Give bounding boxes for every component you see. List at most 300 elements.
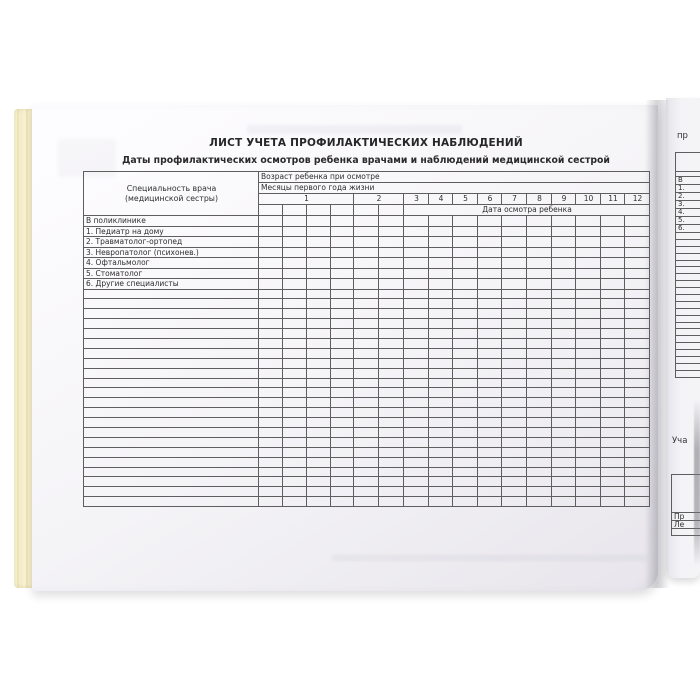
date-entry-cell: [552, 319, 576, 329]
date-entry-cell: [354, 487, 379, 497]
date-entry-cell: [379, 226, 404, 237]
date-entry-cell: [601, 226, 625, 237]
date-entry-cell: [354, 348, 379, 358]
date-entry-cell: [331, 497, 354, 507]
date-entry-cell: [404, 497, 429, 507]
date-entry-cell: [453, 437, 478, 447]
date-entry-cell: [478, 437, 502, 447]
main-form-page: [32, 105, 658, 591]
date-entry-cell: [259, 289, 283, 299]
date-entry-cell: [354, 388, 379, 398]
specialty-cell: 1. Педиатр на дому: [84, 226, 259, 237]
date-entry-cell: [576, 497, 601, 507]
date-entry-cell: [429, 309, 453, 319]
date-entry-cell: [527, 289, 552, 299]
date-entry-cell: [576, 289, 601, 299]
date-entry-cell: [601, 378, 625, 388]
date-entry-cell: [259, 447, 283, 457]
date-entry-cell: [404, 268, 429, 279]
date-entry-cell: [429, 237, 453, 248]
date-entry-cell: [453, 467, 478, 477]
table-row: [84, 258, 650, 269]
date-entry-cell: [307, 447, 331, 457]
date-entry-cell: [601, 247, 625, 258]
month-10-cell: 10: [576, 194, 601, 205]
date-entry-cell: [379, 309, 404, 319]
date-entry-cell: [502, 216, 527, 227]
date-entry-cell: [502, 309, 527, 319]
date-entry-cell: [576, 309, 601, 319]
date-entry-cell: [625, 388, 650, 398]
date-entry-cell: [379, 338, 404, 348]
date-entry-cell: [601, 348, 625, 358]
date-entry-cell: [259, 398, 283, 408]
date-entry-cell: [601, 388, 625, 398]
table-row: [84, 378, 650, 388]
date-entry-cell: [354, 378, 379, 388]
table-row: [672, 521, 700, 529]
date-entry-cell: [601, 418, 625, 428]
date-entry-cell: [379, 329, 404, 339]
table-row: [676, 225, 700, 233]
date-entry-cell: [331, 329, 354, 339]
date-entry-cell: [527, 319, 552, 329]
date-entry-cell: [354, 358, 379, 368]
date-entry-cell: [307, 427, 331, 437]
row-label-fragment-cell: [676, 253, 700, 260]
month-1-cell: 1: [259, 194, 354, 205]
date-entry-cell: [429, 358, 453, 368]
date-entry-cell: [259, 348, 283, 358]
table-row: [676, 209, 700, 217]
header-row: [676, 153, 700, 172]
date-entry-cell: [552, 247, 576, 258]
date-entry-cell: [429, 447, 453, 457]
table-row: [84, 368, 650, 378]
specialty-header-line2: (медицинской сестры): [124, 193, 219, 203]
row-label-fragment-cell: 1.: [676, 185, 700, 193]
date-entry-cell: [259, 497, 283, 507]
date-entry-cell: [502, 338, 527, 348]
date-entry-cell: [552, 237, 576, 248]
date-entry-cell: [429, 226, 453, 237]
table-row: [676, 350, 700, 357]
date-entry-cell: [283, 477, 307, 487]
date-entry-cell: [601, 258, 625, 269]
date-entry-cell: [404, 216, 429, 227]
date-entry-cell: [502, 319, 527, 329]
date-entry-cell: [576, 408, 601, 418]
date-entry-cell: [527, 447, 552, 457]
date-entry-cell: [625, 418, 650, 428]
date-entry-cell: [502, 279, 527, 290]
date-entry-cell: [354, 467, 379, 477]
table-row: [672, 529, 700, 536]
date-entry-cell: [576, 247, 601, 258]
date-entry-cell: [453, 348, 478, 358]
month-6-cell: 6: [478, 194, 502, 205]
date-entry-cell: [625, 368, 650, 378]
table-row: [676, 201, 700, 209]
bleedthrough-smudge: [332, 555, 647, 561]
date-entry-cell: [576, 437, 601, 447]
date-entry-cell: [429, 437, 453, 447]
table-row: [676, 343, 700, 350]
date-entry-cell: [404, 247, 429, 258]
row-label-fragment-cell: [676, 301, 700, 308]
date-entry-cell: [259, 358, 283, 368]
date-entry-cell: [625, 378, 650, 388]
table-row: [676, 217, 700, 225]
date-entry-cell: [552, 329, 576, 339]
date-entry-cell: [552, 447, 576, 457]
date-entry-cell: [331, 338, 354, 348]
date-entry-cell: [354, 497, 379, 507]
date-entry-cell: [404, 487, 429, 497]
date-entry-cell: [259, 467, 283, 477]
date-entry-cell: [527, 457, 552, 467]
specialty-cell: [84, 408, 259, 418]
date-entry-cell: [354, 279, 379, 290]
table-row: [84, 216, 650, 227]
row-label-fragment-cell: 5.: [676, 217, 700, 225]
specialty-cell: В поликлинике: [84, 216, 259, 227]
table-row: [676, 329, 700, 336]
date-entry-cell: [259, 418, 283, 428]
date-entry-cell: [307, 497, 331, 507]
form-title: ЛИСТ УЧЕТА ПРОФИЛАКТИЧЕСКИХ НАБЛЮДЕНИЙ: [209, 137, 523, 149]
date-entry-cell: [307, 418, 331, 428]
blank-subcell: [379, 205, 404, 216]
date-entry-cell: [527, 226, 552, 237]
date-entry-cell: [601, 237, 625, 248]
date-entry-cell: [404, 299, 429, 309]
date-entry-cell: [307, 279, 331, 290]
date-entry-cell: [478, 309, 502, 319]
date-entry-cell: [379, 237, 404, 248]
table-row: [84, 497, 650, 507]
date-entry-cell: [502, 247, 527, 258]
date-entry-cell: [307, 329, 331, 339]
date-entry-cell: [307, 247, 331, 258]
row-label-fragment-cell: 2.: [676, 193, 700, 201]
date-entry-cell: [331, 477, 354, 487]
specialty-cell: 6. Другие специалисты: [84, 279, 259, 290]
date-entry-cell: [478, 487, 502, 497]
date-entry-cell: [379, 289, 404, 299]
row-label-fragment-cell: [676, 370, 700, 377]
date-entry-cell: [601, 427, 625, 437]
date-entry-cell: [404, 358, 429, 368]
date-entry-cell: [404, 348, 429, 358]
date-entry-cell: [354, 447, 379, 457]
date-entry-cell: [552, 258, 576, 269]
date-entry-cell: [404, 368, 429, 378]
next-page-caption-fragment: Уча: [672, 436, 688, 446]
date-entry-cell: [478, 467, 502, 477]
date-entry-cell: [429, 378, 453, 388]
date-entry-cell: [453, 358, 478, 368]
date-entry-cell: [283, 427, 307, 437]
date-entry-cell: [354, 226, 379, 237]
date-entry-cell: [453, 398, 478, 408]
date-entry-cell: [453, 309, 478, 319]
blank-header-cell: [672, 475, 700, 513]
date-entry-cell: [307, 388, 331, 398]
date-entry-cell: [625, 408, 650, 418]
date-entry-cell: [576, 216, 601, 227]
month-11-cell: 11: [601, 194, 625, 205]
date-entry-cell: [259, 319, 283, 329]
date-entry-cell: [625, 309, 650, 319]
date-entry-cell: [527, 408, 552, 418]
date-entry-cell: [601, 467, 625, 477]
date-entry-cell: [429, 398, 453, 408]
specialty-cell: [84, 467, 259, 477]
date-entry-cell: [283, 437, 307, 447]
date-entry-cell: [502, 368, 527, 378]
date-entry-cell: [331, 427, 354, 437]
specialty-cell: [84, 368, 259, 378]
date-entry-cell: [502, 457, 527, 467]
table-row: [84, 437, 650, 447]
date-entry-cell: [625, 268, 650, 279]
date-entry-cell: [283, 299, 307, 309]
table-row: [676, 274, 700, 281]
date-entry-cell: [379, 437, 404, 447]
date-entry-cell: [354, 237, 379, 248]
table-row: [676, 357, 700, 364]
date-entry-cell: [429, 477, 453, 487]
table-row: [676, 363, 700, 370]
date-entry-cell: [552, 268, 576, 279]
date-entry-cell: [453, 497, 478, 507]
date-entry-cell: [307, 398, 331, 408]
form-subtitle: Даты профилактических осмотров ребенка врачами и наблюдений медицинской сестрой: [122, 155, 610, 166]
date-entry-cell: [527, 348, 552, 358]
date-entry-cell: [283, 226, 307, 237]
date-entry-cell: [552, 358, 576, 368]
date-entry-cell: [379, 348, 404, 358]
month-7-cell: 7: [502, 194, 527, 205]
date-entry-cell: [478, 408, 502, 418]
date-entry-cell: [453, 319, 478, 329]
date-entry-cell: [429, 408, 453, 418]
row-label-fragment-cell: [676, 288, 700, 295]
date-entry-cell: [625, 299, 650, 309]
blank-subcell: [307, 205, 331, 216]
date-entry-cell: [576, 447, 601, 457]
date-entry-cell: [283, 467, 307, 477]
date-entry-cell: [601, 216, 625, 227]
date-entry-cell: [478, 319, 502, 329]
table-row: [84, 477, 650, 487]
date-entry-cell: [331, 388, 354, 398]
date-entry-cell: [453, 457, 478, 467]
specialty-cell: 3. Невропатолог (психонев.): [84, 247, 259, 258]
date-entry-cell: [379, 299, 404, 309]
table-row: [84, 457, 650, 467]
date-entry-cell: [478, 447, 502, 457]
date-entry-cell: [331, 279, 354, 290]
observation-table: [83, 171, 650, 507]
date-entry-cell: [331, 258, 354, 269]
table-row: [676, 239, 700, 246]
specialty-cell: [84, 378, 259, 388]
table-row: [84, 329, 650, 339]
date-entry-cell: [576, 226, 601, 237]
date-entry-cell: [307, 467, 331, 477]
date-entry-cell: [379, 487, 404, 497]
next-page-header-fragment: пр: [677, 131, 688, 141]
specialty-cell: [84, 299, 259, 309]
date-entry-cell: [527, 358, 552, 368]
date-entry-cell: [354, 216, 379, 227]
date-entry-cell: [478, 258, 502, 269]
date-entry-cell: [404, 226, 429, 237]
date-entry-cell: [379, 258, 404, 269]
date-entry-cell: [625, 457, 650, 467]
table-row: [84, 279, 650, 290]
date-entry-cell: [552, 497, 576, 507]
date-entry-cell: [527, 237, 552, 248]
date-entry-cell: [379, 447, 404, 457]
date-entry-cell: [259, 309, 283, 319]
date-entry-cell: [478, 378, 502, 388]
row-label-fragment-cell: [676, 281, 700, 288]
date-entry-cell: [502, 487, 527, 497]
date-entry-cell: [576, 279, 601, 290]
date-entry-cell: [502, 398, 527, 408]
date-entry-cell: [502, 329, 527, 339]
header-row-age: [84, 172, 650, 183]
date-entry-cell: [404, 477, 429, 487]
date-entry-cell: [259, 378, 283, 388]
row-label-fragment-cell: [676, 350, 700, 357]
date-entry-cell: [429, 279, 453, 290]
next-page-lower-table-fragment: [671, 474, 700, 536]
date-entry-cell: [478, 348, 502, 358]
date-entry-cell: [625, 216, 650, 227]
table-row: [84, 237, 650, 248]
month-2-cell: 2: [354, 194, 404, 205]
date-entry-cell: [404, 467, 429, 477]
date-entry-cell: [601, 447, 625, 457]
date-entry-cell: [307, 408, 331, 418]
date-entry-cell: [625, 338, 650, 348]
date-entry-cell: [552, 299, 576, 309]
date-entry-cell: [601, 457, 625, 467]
date-entry-cell: [502, 477, 527, 487]
date-entry-cell: [527, 477, 552, 487]
date-entry-cell: [331, 319, 354, 329]
date-entry-cell: [625, 226, 650, 237]
date-entry-cell: [453, 487, 478, 497]
date-entry-cell: [283, 368, 307, 378]
row-label-fragment-cell: 3.: [676, 201, 700, 209]
specialty-cell: [84, 437, 259, 447]
date-entry-cell: [527, 398, 552, 408]
date-entry-cell: [601, 398, 625, 408]
date-entry-cell: [453, 279, 478, 290]
date-entry-cell: [552, 467, 576, 477]
date-entry-cell: [601, 279, 625, 290]
month-8-cell: 8: [527, 194, 552, 205]
table-row: [676, 315, 700, 322]
date-entry-cell: [429, 268, 453, 279]
date-entry-cell: [404, 388, 429, 398]
date-entry-cell: [331, 247, 354, 258]
date-entry-cell: [259, 329, 283, 339]
table-row: [84, 289, 650, 299]
date-entry-cell: [331, 299, 354, 309]
date-entry-cell: [552, 279, 576, 290]
date-entry-cell: [527, 378, 552, 388]
date-entry-cell: [429, 427, 453, 437]
date-entry-cell: [259, 299, 283, 309]
specialty-cell: 2. Травматолог-ортопед: [84, 237, 259, 248]
row-label-fragment-cell: [672, 529, 700, 536]
date-entry-cell: [478, 329, 502, 339]
date-entry-cell: [527, 437, 552, 447]
date-entry-cell: [379, 398, 404, 408]
date-entry-cell: [601, 319, 625, 329]
date-entry-cell: [331, 447, 354, 457]
date-entry-cell: [625, 467, 650, 477]
date-entry-cell: [429, 319, 453, 329]
date-entry-cell: [283, 378, 307, 388]
row-label-fragment-cell: [676, 322, 700, 329]
row-label-fragment-cell: 4.: [676, 209, 700, 217]
row-label-fragment-cell: [676, 274, 700, 281]
date-entry-cell: [527, 388, 552, 398]
date-entry-cell: [354, 258, 379, 269]
specialty-cell: [84, 427, 259, 437]
table-row: [84, 358, 650, 368]
date-entry-cell: [552, 388, 576, 398]
date-entry-cell: [576, 477, 601, 487]
date-entry-cell: [453, 258, 478, 269]
date-entry-cell: [552, 309, 576, 319]
bleedthrough-smudge: [247, 125, 462, 134]
date-entry-cell: [478, 247, 502, 258]
date-entry-cell: [379, 427, 404, 437]
date-entry-cell: [576, 388, 601, 398]
date-entry-cell: [502, 258, 527, 269]
date-entry-cell: [576, 427, 601, 437]
date-entry-cell: [502, 358, 527, 368]
next-page-fragment: [666, 98, 700, 578]
table-row: [84, 309, 650, 319]
date-entry-cell: [283, 216, 307, 227]
table-row: [84, 487, 650, 497]
date-entry-cell: [527, 247, 552, 258]
month-9-cell: 9: [552, 194, 576, 205]
date-entry-cell: [601, 437, 625, 447]
date-entry-cell: [527, 268, 552, 279]
date-entry-cell: [379, 279, 404, 290]
date-entry-cell: [478, 398, 502, 408]
date-entry-cell: [625, 319, 650, 329]
date-entry-cell: [478, 388, 502, 398]
date-entry-cell: [283, 309, 307, 319]
date-entry-cell: [283, 329, 307, 339]
date-entry-cell: [331, 309, 354, 319]
date-entry-cell: [404, 309, 429, 319]
date-entry-cell: [453, 378, 478, 388]
row-label-fragment-cell: Ле: [672, 521, 700, 529]
date-entry-cell: [576, 329, 601, 339]
